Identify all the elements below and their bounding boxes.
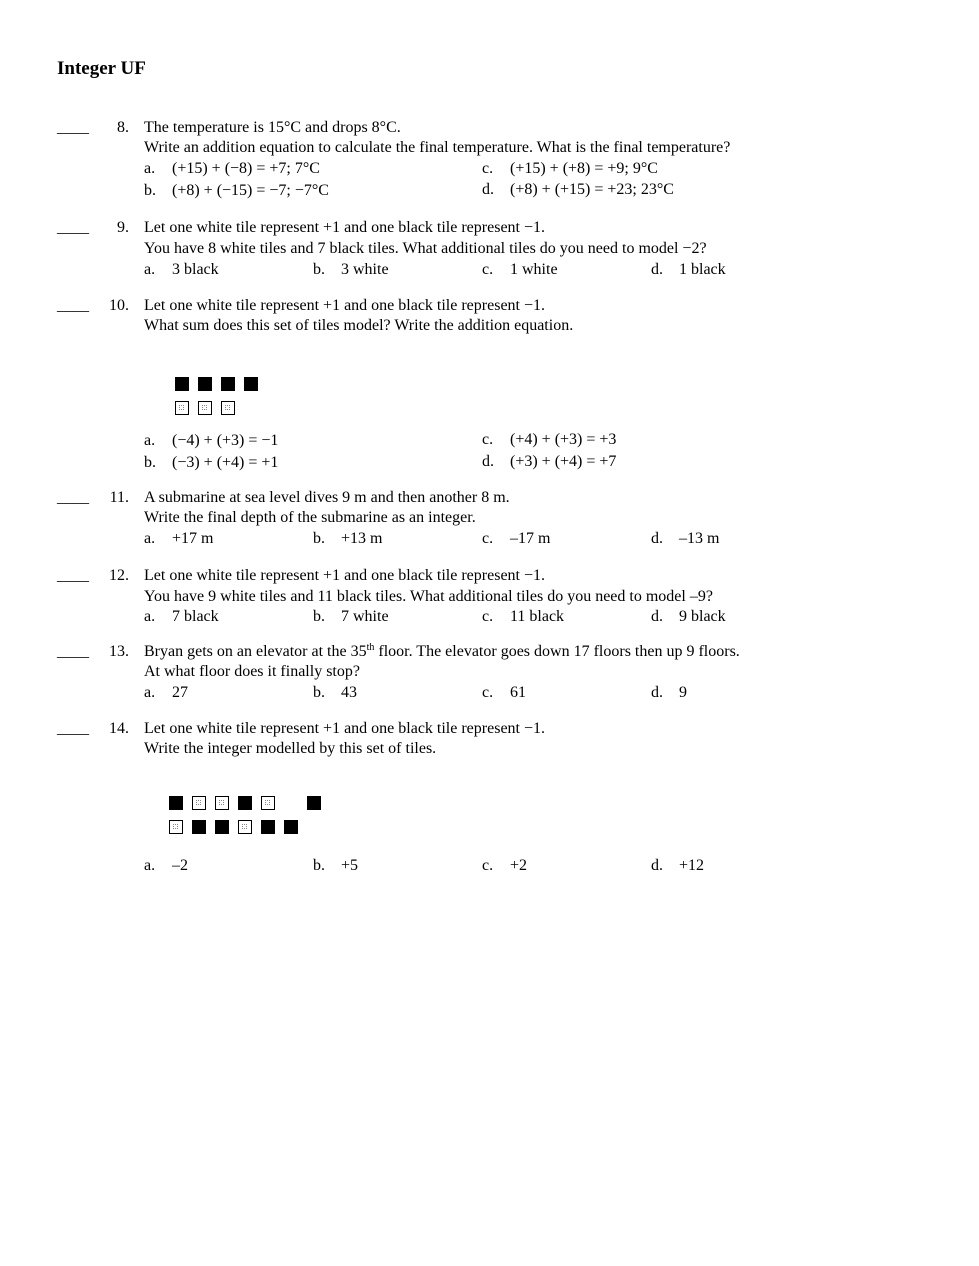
white-tile — [238, 820, 252, 834]
option-a[interactable]: a. (+15) + (−8) = +7; 7°C — [144, 160, 320, 177]
question-text: Write the integer modelled by this set of tiles. — [144, 740, 437, 757]
black-tile — [244, 377, 258, 391]
white-tile — [192, 796, 206, 810]
option-a[interactable]: a. 3 black — [144, 261, 219, 278]
option-d[interactable]: d. 9 black — [651, 608, 726, 625]
black-tile — [238, 796, 252, 810]
option-c[interactable]: c. 61 — [482, 684, 526, 701]
answer-blank[interactable]: ____ — [57, 297, 89, 314]
black-tile — [261, 820, 275, 834]
question-number: 9. — [117, 219, 129, 236]
question-number: 8. — [117, 119, 129, 136]
option-c[interactable]: c. 1 white — [482, 261, 558, 278]
option-b[interactable]: b. +5 — [313, 857, 359, 874]
option-b[interactable]: b. +13 m — [313, 530, 383, 547]
question-text: Let one white tile represent +1 and one black tile represent −1. — [144, 567, 546, 584]
question-text: At what floor does it finally stop? — [144, 663, 360, 680]
answer-blank[interactable]: ____ — [57, 643, 89, 660]
question-text: What sum does this set of tiles model? Write the addition equation. — [144, 317, 574, 334]
question-number: 12. — [109, 567, 129, 584]
black-tile — [284, 820, 298, 834]
black-tile — [198, 377, 212, 391]
answer-blank[interactable]: ____ — [57, 119, 89, 136]
question-text: The temperature is 15°C and drops 8°C. — [144, 119, 401, 136]
question-text: Write an addition equation to calculate the final temperature. What is the final temperature? — [144, 139, 731, 156]
page-title: Integer UF — [57, 58, 146, 79]
option-b[interactable]: b. 3 white — [313, 261, 389, 278]
question-number: 10. — [109, 297, 129, 314]
white-tile — [215, 796, 229, 810]
option-c[interactable]: c. –17 m — [482, 530, 551, 547]
question-text: A submarine at sea level dives 9 m and then another 8 m. — [144, 489, 510, 506]
question-text: Bryan gets on an elevator at the 35th floor. The elevator goes down 17 floors then up 9 floors. — [144, 642, 740, 660]
option-b[interactable]: b. 7 white — [313, 608, 389, 625]
black-tile — [192, 820, 206, 834]
option-a[interactable]: a. 27 — [144, 684, 188, 701]
white-tile — [221, 401, 235, 415]
white-tile — [169, 820, 183, 834]
question-text: Let one white tile represent +1 and one black tile represent −1. — [144, 219, 546, 236]
black-tile — [215, 820, 229, 834]
white-tile — [261, 796, 275, 810]
question-text: You have 8 white tiles and 7 black tiles. What additional tiles do you need to model −2? — [144, 240, 707, 257]
white-tile — [198, 401, 212, 415]
option-c[interactable]: c. (+15) + (+8) = +9; 9°C — [482, 160, 658, 177]
question-number: 14. — [109, 720, 129, 737]
black-tile — [307, 796, 321, 810]
option-d[interactable]: d. 1 black — [651, 261, 726, 278]
option-d[interactable]: d. (+8) + (+15) = +23; 23°C — [482, 181, 674, 198]
option-d[interactable]: d. +12 — [651, 857, 705, 874]
question-text: Write the final depth of the submarine as an integer. — [144, 509, 476, 526]
option-d[interactable]: d. –13 m — [651, 530, 720, 547]
question-text: Let one white tile represent +1 and one black tile represent −1. — [144, 720, 546, 737]
option-c[interactable]: c. +2 — [482, 857, 528, 874]
option-c[interactable]: c. 11 black — [482, 608, 565, 625]
option-c[interactable]: c. (+4) + (+3) = +3 — [482, 431, 617, 448]
option-b[interactable]: b. (+8) + (−15) = −7; −7°C — [144, 182, 329, 199]
answer-blank[interactable]: ____ — [57, 567, 89, 584]
option-b[interactable]: b. 43 — [313, 684, 357, 701]
option-a[interactable]: a. (−4) + (+3) = −1 — [144, 432, 279, 449]
option-d[interactable]: d. (+3) + (+4) = +7 — [482, 453, 617, 470]
black-tile — [221, 377, 235, 391]
option-a[interactable]: a. –2 — [144, 857, 188, 874]
option-d[interactable]: d. 9 — [651, 684, 687, 701]
black-tile — [175, 377, 189, 391]
white-tile — [175, 401, 189, 415]
answer-blank[interactable]: ____ — [57, 219, 89, 236]
answer-blank[interactable]: ____ — [57, 489, 89, 506]
option-a[interactable]: a. +17 m — [144, 530, 214, 547]
question-number: 13. — [109, 643, 129, 660]
option-b[interactable]: b. (−3) + (+4) = +1 — [144, 454, 279, 471]
black-tile — [169, 796, 183, 810]
question-number: 11. — [109, 489, 129, 506]
answer-blank[interactable]: ____ — [57, 720, 89, 737]
question-text: Let one white tile represent +1 and one black tile represent −1. — [144, 297, 546, 314]
question-text: You have 9 white tiles and 11 black tiles. What additional tiles do you need to model –9? — [144, 588, 713, 605]
option-a[interactable]: a. 7 black — [144, 608, 219, 625]
